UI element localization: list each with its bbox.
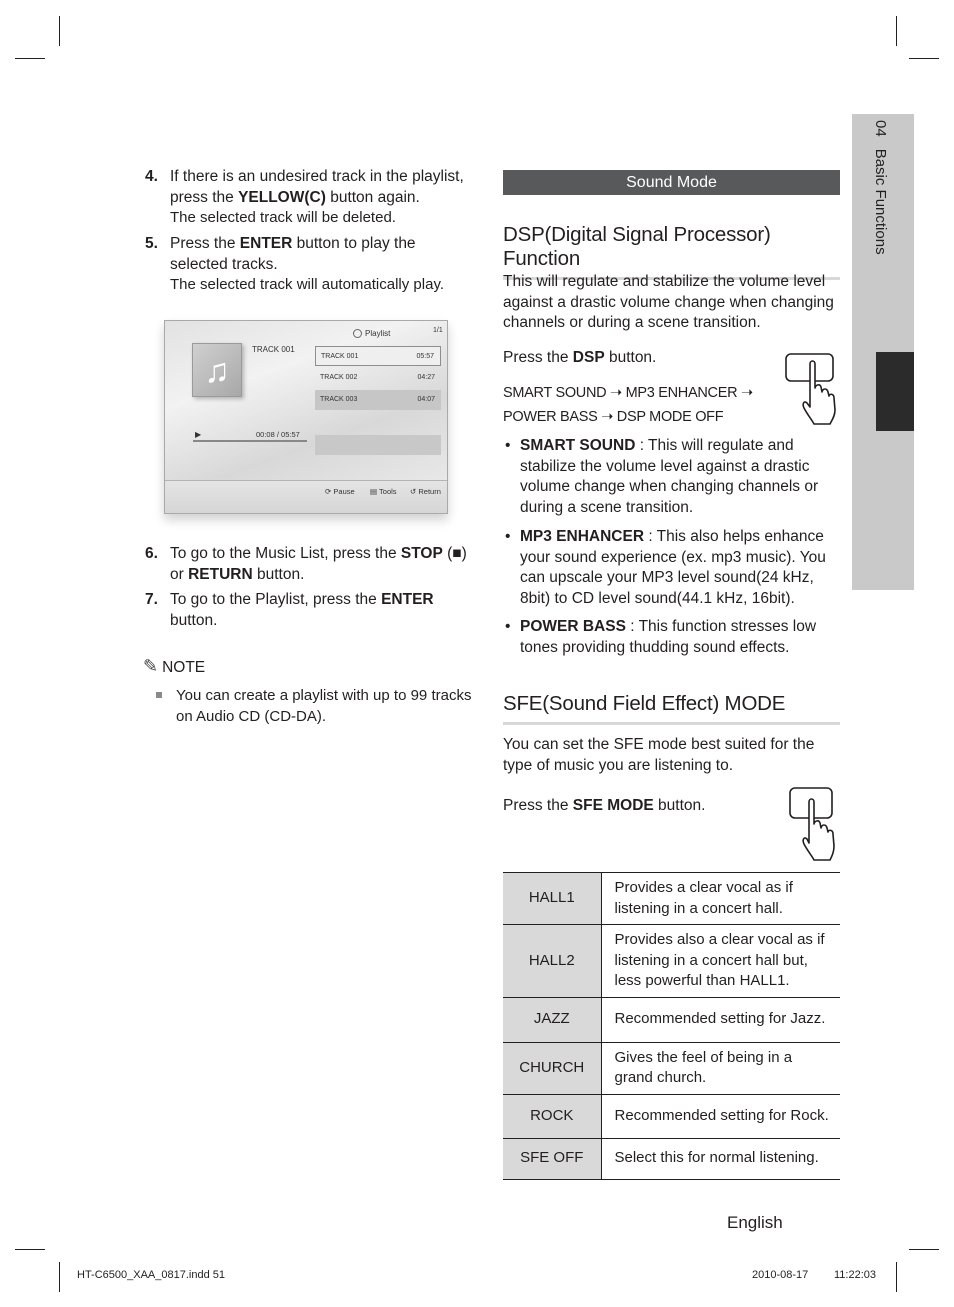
playlist-row[interactable]: TRACK 001 05:57 — [315, 346, 441, 366]
step-item — [145, 590, 475, 631]
step-number: 5. — [145, 235, 158, 252]
play-icon: ▶ — [195, 430, 202, 439]
bullet-text: : This will regulate and stabilize the volume level against a drastic volume change when changing channels or during a scene transition. — [520, 437, 819, 517]
sfe-table-row — [503, 873, 840, 925]
sfe-intro: You can set the SFE mode best suited for the type of music you are listening to. — [503, 736, 815, 774]
playlist-label: Playlist — [353, 329, 390, 338]
pause-button[interactable]: ⟳ Pause — [325, 487, 355, 496]
dsp-bullet-item — [503, 617, 833, 658]
step-item — [145, 544, 475, 585]
note-heading: ✎ NOTE — [143, 656, 206, 676]
crop-mark — [59, 16, 60, 46]
crop-mark — [15, 1249, 45, 1250]
sfe-mode-description: Gives the feel of being in a grand church. — [601, 1042, 840, 1094]
progress-bar — [193, 440, 307, 442]
step-subtext: The selected track will automatically play. — [170, 276, 444, 293]
crop-mark — [909, 58, 939, 59]
dsp-bullet-item — [503, 527, 833, 610]
sfe-table-row — [503, 1094, 840, 1138]
print-slug-file: HT-C6500_XAA_0817.indd 51 — [77, 1269, 225, 1281]
step-subtext: The selected track will be deleted. — [170, 209, 396, 226]
dsp-bullet-item — [503, 436, 833, 519]
step-text: If there is an undesired track in the playlist, press the YELLOW(C) button again. The selected track will be deleted. — [170, 167, 475, 229]
bullet-text: : This function stresses low tones providing thudding sound effects. — [520, 618, 817, 656]
music-note-icon: ♫ — [192, 343, 242, 397]
sfe-mode-description: Recommended setting for Rock. — [601, 1094, 840, 1138]
bullet-term: MP3 ENHANCER — [520, 528, 645, 545]
bullet-icon: • — [505, 618, 511, 635]
sfe-mode-description: Provides a clear vocal as if listening in a concert hall. — [601, 873, 840, 925]
screen-footer — [165, 480, 447, 513]
section-bar: Sound Mode — [503, 170, 840, 195]
return-button[interactable]: ↺ Return — [410, 487, 441, 496]
sfe-table-row — [503, 925, 840, 998]
chapter-number: 04 — [872, 120, 889, 137]
playlist-row[interactable]: TRACK 002 04:27 — [320, 374, 435, 381]
step-item — [145, 234, 475, 296]
chapter-tab-label — [872, 120, 889, 255]
bullet-term: SMART SOUND — [520, 437, 636, 454]
language-label: English — [727, 1213, 783, 1232]
bullet-term: POWER BASS — [520, 618, 626, 635]
crop-mark — [15, 58, 45, 59]
sfe-table-row — [503, 997, 840, 1042]
dsp-mode-sequence: SMART SOUND ➝ MP3 ENHANCER ➝ POWER BASS ➝ DSP MODE OFF — [503, 385, 753, 425]
sfe-table-row — [503, 1138, 840, 1179]
crop-mark — [909, 1249, 939, 1250]
playlist-row-empty — [315, 435, 441, 455]
bullet-text: : This also helps enhance your sound experience (ex. mp3 music). You can upscale your MP3 level sound(24 kHz, 8bit) to CD level sound(44.1 kHz, 16bit). — [520, 528, 826, 608]
dsp-intro: This will regulate and stabilize the volume level against a drastic volume change when changing channels or during a scene transition. — [503, 273, 834, 331]
page-indicator: 1/1 — [433, 327, 443, 334]
chapter-tab-marker — [876, 352, 914, 431]
now-playing-title: TRACK 001 — [252, 345, 295, 354]
return-icon: ↺ — [410, 487, 417, 496]
print-slug-time: 11:22:03 — [834, 1269, 877, 1281]
elapsed-time: 00:08 / 05:57 — [256, 430, 300, 439]
sfe-heading: SFE(Sound Field Effect) MODE — [503, 692, 840, 725]
step-text: To go to the Playlist, press the ENTER button. — [170, 591, 434, 629]
sfe-table-row — [503, 1042, 840, 1094]
sfe-mode-name: ROCK — [503, 1094, 601, 1138]
chapter-title: Basic Functions — [872, 148, 889, 255]
hand-press-button-icon — [782, 352, 842, 426]
playlist-row[interactable]: TRACK 003 04:07 — [315, 390, 441, 410]
square-bullet-icon — [156, 692, 162, 698]
playlist-screen — [164, 320, 448, 514]
step-number: 6. — [145, 545, 158, 562]
sfe-mode-name: JAZZ — [503, 997, 601, 1042]
tools-button[interactable]: ▤ Tools — [370, 487, 397, 496]
crop-mark — [59, 1262, 60, 1292]
hand-press-button-icon — [786, 786, 846, 862]
step-number: 7. — [145, 591, 158, 608]
sfe-press-text: Press the SFE MODE button. — [503, 797, 706, 814]
disc-icon — [353, 329, 362, 338]
note-item: You can create a playlist with up to 99 tracks on Audio CD (CD-DA). — [156, 686, 476, 727]
step-text: To go to the Music List, press the STOP (■) or RETURN button. — [170, 545, 467, 583]
step-text: Press the ENTER button to play the selected tracks. The selected track will automatically play. — [170, 234, 475, 296]
sfe-mode-name: HALL2 — [503, 925, 601, 998]
step-item — [145, 167, 475, 229]
tools-icon: ▤ — [370, 487, 378, 496]
dsp-press-text: Press the DSP button. — [503, 349, 657, 366]
print-slug-date: 2010-08-17 — [752, 1269, 809, 1281]
crop-mark — [896, 1262, 897, 1292]
pause-icon: ⟳ — [325, 487, 332, 496]
sfe-mode-name: SFE OFF — [503, 1138, 601, 1179]
bullet-icon: • — [505, 437, 511, 454]
step-number: 4. — [145, 168, 158, 185]
sfe-mode-name: HALL1 — [503, 873, 601, 925]
dsp-heading: DSP(Digital Signal Processor) Function — [503, 223, 840, 280]
crop-mark — [896, 16, 897, 46]
sfe-mode-description: Recommended setting for Jazz. — [601, 997, 840, 1042]
sfe-mode-description: Provides also a clear vocal as if listening in a concert hall but, less powerful than HALL1. — [601, 925, 840, 998]
pencil-icon: ✎ — [143, 656, 159, 676]
sfe-mode-table — [503, 872, 840, 1180]
bullet-icon: • — [505, 528, 511, 545]
sfe-mode-name: CHURCH — [503, 1042, 601, 1094]
sfe-mode-description: Select this for normal listening. — [601, 1138, 840, 1179]
